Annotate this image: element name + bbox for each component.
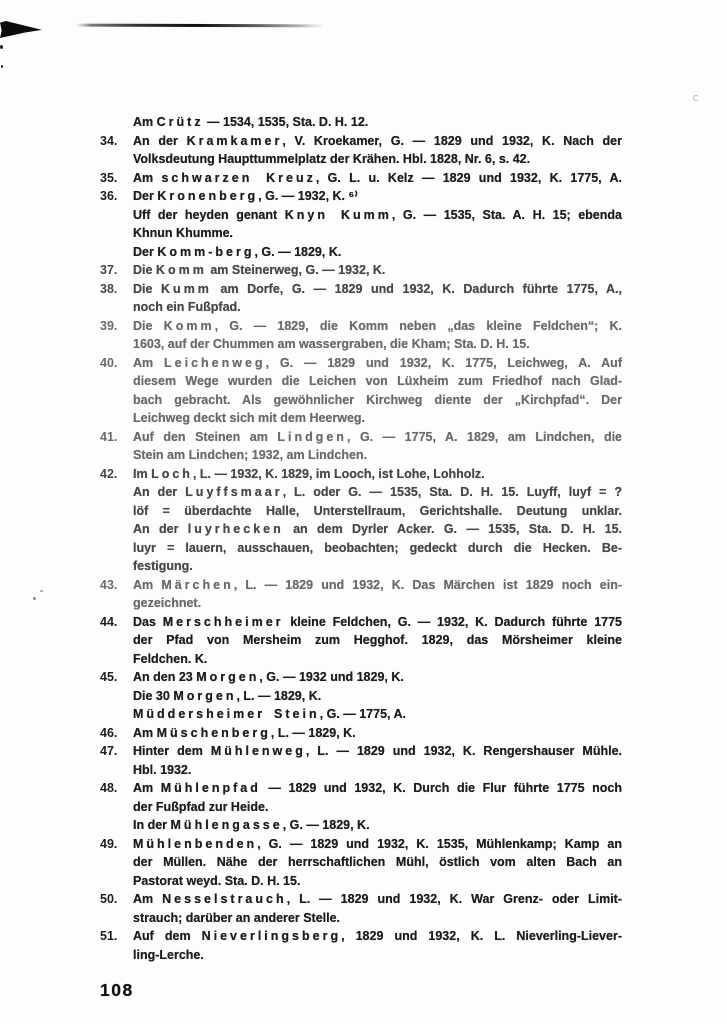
letterspaced-place-name: Komm xyxy=(163,318,215,333)
item-line: Hbl. 1932. xyxy=(133,762,192,777)
letterspaced-place-name: Loch xyxy=(151,466,193,481)
list-item xyxy=(100,835,622,891)
letterspaced-place-name: Mühlenweg xyxy=(210,744,306,758)
item-line: Stein am Lindchen; 1932, am Lindchen. xyxy=(133,448,368,462)
item-line: Am Mühlenpfad — 1829 und 1932, K. Durch die Flur führte 1775 noch xyxy=(133,781,622,795)
item-number: 37. xyxy=(100,263,118,277)
item-body xyxy=(133,132,622,169)
item-line: Am Crütz — 1534, 1535, Sta. D. H. 12. xyxy=(133,115,369,129)
item-number: 42. xyxy=(100,466,118,481)
item-body xyxy=(133,187,622,261)
item-line: An der Kramkamer, V. Kroekamer, G. — 1829 und 1932, K. Nach der xyxy=(133,133,623,148)
item-number: 50. xyxy=(100,892,118,906)
list-item xyxy=(100,576,622,613)
item-line: Auf dem Nieverlingsberg, 1829 und 1932, K. L. Nieverling-Liever- xyxy=(133,929,622,943)
item-line: noch ein Fußpfad. xyxy=(133,300,241,314)
item-line: Mühlenbenden, G. — 1829 und 1932, K. 1535, Mühlenkamp; Kamp an xyxy=(133,836,622,851)
item-body xyxy=(133,890,622,927)
item-number: 47. xyxy=(100,744,118,758)
item-line: Am Leichenweg, G. — 1829 und 1932, K. 1775, Leichweg, A. Auf xyxy=(133,355,622,370)
item-line: Die Komm am Steinerweg, G. — 1932, K. xyxy=(133,263,386,277)
item-body xyxy=(133,742,622,779)
list-item xyxy=(100,261,622,280)
item-line: An den 23 Morgen, G. — 1932 und 1829, K. xyxy=(133,670,404,684)
item-number: 40. xyxy=(100,355,118,370)
letterspaced-place-name: schwarzen Kreuz xyxy=(161,170,316,185)
item-number: 46. xyxy=(100,725,118,740)
item-line: Auf den Steinen am Lindgen, G. — 1775, A. 1829, am Lindchen, die xyxy=(133,429,623,444)
item-line: Die 30 Morgen, L. — 1829, K. xyxy=(133,688,322,703)
letterspaced-place-name: Merschheimer xyxy=(162,614,284,629)
letterspaced-place-name: Kumm xyxy=(161,281,212,296)
item-line: Volksdeutung Haupttummelplatz der Krähen. Hbl. 1828, Nr. 6, s. 42. xyxy=(133,152,531,166)
letterspaced-place-name: Komm-berg xyxy=(157,244,255,259)
item-line: Der Kronenberg, G. — 1932, K. ⁶⁾ xyxy=(133,189,358,203)
list-item xyxy=(100,354,622,428)
item-line: der Pfad von Mersheim zum Hegghof. 1829, das Mörsheimer kleine xyxy=(133,633,622,647)
letterspaced-place-name: Crütz xyxy=(156,115,204,129)
letterspaced-place-name: Mühlenbenden xyxy=(133,836,258,851)
item-line: Pastorat weyd. Sta. D. H. 15. xyxy=(133,873,301,888)
letterspaced-place-name: Mühlengasse xyxy=(170,818,283,832)
item-number: 35. xyxy=(100,170,118,185)
letterspaced-place-name: Mühlenpfad xyxy=(160,781,261,795)
item-line: Müddersheimer Stein, G. — 1775, A. xyxy=(133,707,407,721)
list-item xyxy=(100,169,622,188)
list-item xyxy=(100,724,622,743)
item-line: strauch; darüber an anderer Stelle. xyxy=(133,910,341,925)
item-body xyxy=(133,169,622,188)
scan-speck-artifact xyxy=(0,45,3,49)
item-line: diesem Wege wurden die Leichen von Lüxheim zum Friedhof nach Glad- xyxy=(133,374,622,388)
list-item xyxy=(100,113,622,132)
list-item xyxy=(100,428,622,465)
item-body xyxy=(133,576,622,613)
letterspaced-place-name: luyrhecken xyxy=(187,522,284,536)
item-line: ling-Lerche. xyxy=(133,947,204,962)
scan-speck-artifact xyxy=(40,590,43,592)
page-number: 108 xyxy=(100,980,134,1000)
item-body xyxy=(133,724,622,743)
item-body xyxy=(133,465,622,576)
scan-speck-artifact xyxy=(33,597,36,600)
letterspaced-place-name: Komm xyxy=(155,263,207,277)
letterspaced-place-name: Nesselstrauch xyxy=(162,892,287,906)
item-line: bach gebracht. Als gewöhnlicher Kirchweg diente der „Kirchpfad“. Der xyxy=(133,392,622,407)
item-line: Die Kumm am Dorfe, G. — 1829 und 1932, K. Dadurch führte 1775, A., xyxy=(133,281,622,296)
scan-corner-smudge-artifact xyxy=(0,21,42,38)
item-number: 39. xyxy=(100,318,118,333)
list-item xyxy=(100,668,622,724)
item-line: luyr = lauern, ausschauen, beobachten; gedeckt durch die Hecken. Be- xyxy=(133,540,622,555)
letterspaced-place-name: Müschenberg xyxy=(156,725,271,740)
item-body xyxy=(133,613,622,669)
item-body xyxy=(133,428,622,465)
list-item xyxy=(100,187,622,261)
item-body xyxy=(133,668,622,724)
scan-speck-artifact xyxy=(693,95,699,101)
list-item xyxy=(100,779,622,835)
item-number: 49. xyxy=(100,836,118,851)
item-body xyxy=(133,779,622,835)
letterspaced-place-name: Leichenweg xyxy=(164,355,266,370)
item-body xyxy=(133,835,622,891)
item-number: 48. xyxy=(100,781,118,795)
item-number: 38. xyxy=(100,281,118,296)
list-item xyxy=(100,613,622,669)
letterspaced-place-name: Morgen xyxy=(173,688,237,703)
item-number xyxy=(100,113,133,132)
letterspaced-place-name: Märchen xyxy=(161,577,234,592)
entry-list xyxy=(100,113,622,964)
list-item xyxy=(100,317,622,354)
item-line: der Fußpfad zur Heide. xyxy=(133,799,269,814)
item-line: Der Komm-berg, G. — 1829, K. xyxy=(133,244,342,259)
item-line: Am Märchen, L. — 1829 und 1932, K. Das Märchen ist 1829 noch ein- xyxy=(133,577,623,592)
item-number: 43. xyxy=(100,577,118,592)
item-number: 34. xyxy=(100,133,118,148)
item-body xyxy=(133,280,622,317)
letterspaced-place-name: Kramkamer xyxy=(186,133,283,148)
item-line: löf = überdachte Halle, Unterstellraum, Gerichtshalle. Deutung unklar. xyxy=(133,503,622,518)
letterspaced-place-name: Luyffsmaar xyxy=(185,485,283,499)
item-line: Das Merschheimer kleine Feldchen, G. — 1932, K. Dadurch führte 1775 xyxy=(133,614,623,629)
list-item xyxy=(100,132,622,169)
item-line: Am schwarzen Kreuz, G. L. u. Kelz — 1829 und 1932, K. 1775, A. xyxy=(133,170,622,185)
item-number: 45. xyxy=(100,670,118,684)
scan-speck-artifact xyxy=(1,65,3,68)
list-item xyxy=(100,280,622,317)
letterspaced-place-name: Morgen xyxy=(196,670,260,684)
letterspaced-place-name: Knyn Kumm xyxy=(284,207,392,222)
item-line: An der Luyffsmaar, L. oder G. — 1535, Sta. D. H. 15. Luyff, luyf = ? xyxy=(133,485,622,499)
item-line: Hinter dem Mühlenweg, L. — 1829 und 1932, K. Rengershauser Mühle. xyxy=(133,744,622,758)
item-body xyxy=(133,927,622,964)
item-line: Uff der heyden genant Knyn Kumm, G. — 1535, Sta. A. H. 15; ebenda xyxy=(133,207,622,222)
item-line: Im Loch, L. — 1932, K. 1829, im Looch, ist Lohe, Lohholz. xyxy=(133,466,485,481)
list-item xyxy=(100,465,622,576)
item-line: Leichweg deckt sich mit dem Heerweg. xyxy=(133,411,366,425)
item-line: Die Komm, G. — 1829, die Komm neben „das kleine Feldchen“; K. xyxy=(133,318,622,333)
list-item xyxy=(100,927,622,964)
item-line: Am Nesselstrauch, L. — 1829 und 1932, K. War Grenz- oder Limit- xyxy=(133,892,622,906)
item-line: festigung. xyxy=(133,559,193,573)
item-line: der Müllen. Nähe der herrschaftlichen Mühl, östlich vom alten Bach an xyxy=(133,855,622,869)
item-body xyxy=(133,113,622,132)
list-item xyxy=(100,890,622,927)
item-number: 36. xyxy=(100,189,118,203)
letterspaced-place-name: Müddersheimer Stein xyxy=(133,707,320,721)
item-line: Feldchen. K. xyxy=(133,651,208,666)
item-body xyxy=(133,354,622,428)
letterspaced-place-name: Nieverlingsberg xyxy=(201,929,342,943)
letterspaced-place-name: Lindgen xyxy=(277,429,347,444)
letterspaced-place-name: Kronenberg xyxy=(157,189,259,203)
item-line: Am Müschenberg, L. — 1829, K. xyxy=(133,725,356,740)
item-number: 41. xyxy=(100,429,118,444)
item-body xyxy=(133,261,622,280)
item-number: 51. xyxy=(100,929,118,943)
item-line: 1603, auf der Chummen am wassergraben, die Kham; Sta. D. H. 15. xyxy=(133,337,530,351)
item-line: An der luyrhecken an dem Dyrler Acker. G. — 1535, Sta. D. H. 15. xyxy=(133,522,623,536)
item-line: In der Mühlengasse, G. — 1829, K. xyxy=(133,818,370,832)
item-number: 44. xyxy=(100,614,118,629)
list-item xyxy=(100,742,622,779)
item-line: gezeichnet. xyxy=(133,596,202,610)
item-line: Khnun Khumme. xyxy=(133,226,233,240)
item-body xyxy=(133,317,622,354)
scan-streak-line-artifact xyxy=(76,24,324,28)
